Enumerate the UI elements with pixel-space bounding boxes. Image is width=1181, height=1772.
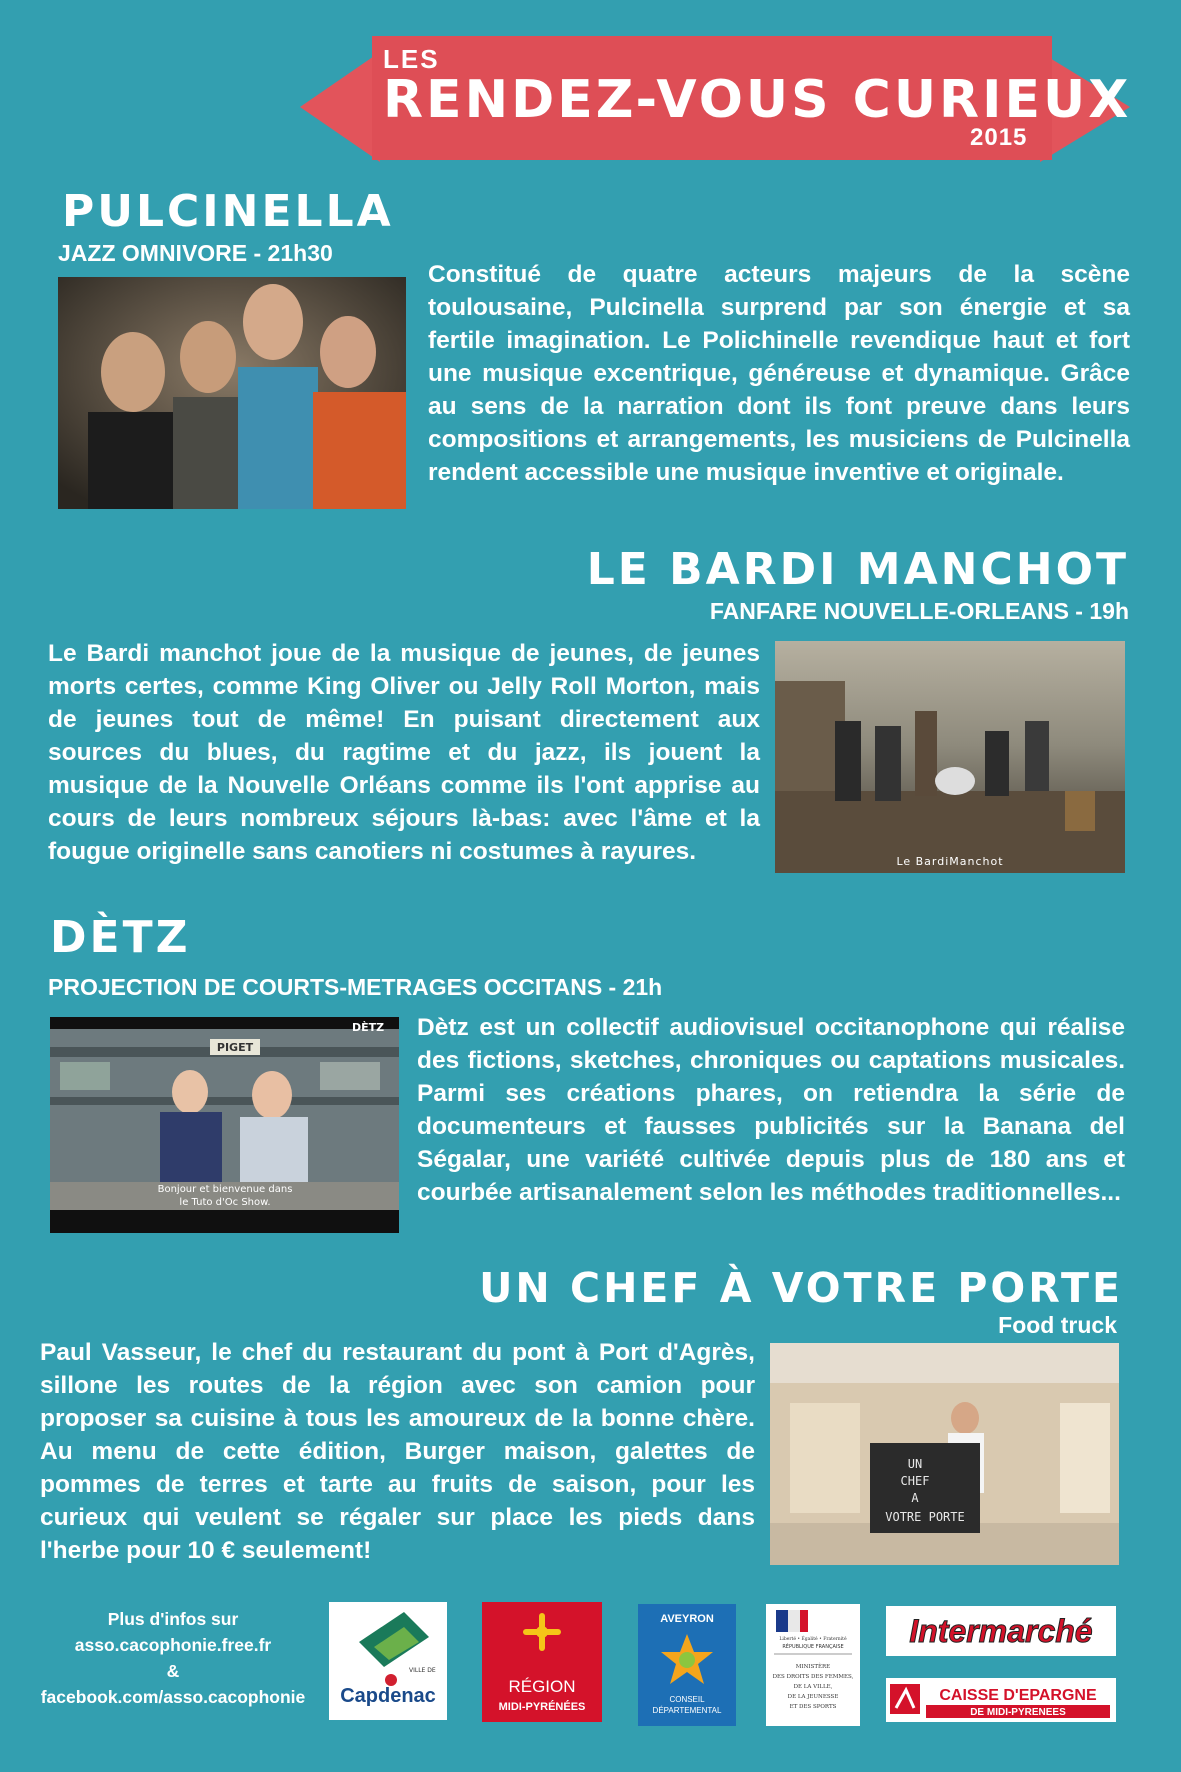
photo-chef [770, 1343, 1119, 1565]
section-text-detz: Dètz est un collectif audiovisuel occitanophone qui réalise des fictions, sketches, chroniques ou captations musicales. Parmi ses créations phares, on retiendra la série de documenteurs et fausses publicités sur la Banana del Ségalar, une variété cultivée depuis plus de 180 ans et courbée artisanalement selon les méthodes traditionnelles... [417, 1014, 1125, 1206]
banner-les: LES [383, 44, 440, 74]
footer-info [28, 1606, 318, 1710]
logo-intermarche [886, 1606, 1116, 1656]
section-subtitle-bardi-manchot: FANFARE NOUVELLE-ORLEANS - 19h [709, 598, 1129, 624]
logo-intermarche-text: Intermarché [909, 1613, 1093, 1649]
section-text-chef: Paul Vasseur, le chef du restaurant du pont à Port d'Agrès, sillone les routes de la région avec son camion pour proposer sa cuisine à tous les amoureux de la bonne chère. Au menu de cette édition, Burger maison, galettes de pommes de terres et tarte au fruits de saison, pour les curieux qui veulent se régaler sur place les pieds dans l'herbe pour 10 € seulement! [40, 1339, 755, 1564]
section-text-bardi-manchot: Le Bardi manchot joue de la musique de jeunes, de jeunes morts certes, comme King Oliver ou Jelly Roll Morton, mais de jeunes tout de même! En puisant directement aux sources du blues, du ragtime et du jazz, ils jouent la musique de la Nouvelle Orléans comme ils l'ont apprise au cours de leurs nombreux séjours là-bas: avec l'âme et la fougue originelle sans canotiers ni costumes à rayures. [48, 640, 760, 865]
logo-capdenac-text: Capdenac [340, 1685, 436, 1707]
banner-tail-left [300, 52, 380, 162]
photo-subtitle-detz-2: le Tuto d'Oc Show. [179, 1197, 271, 1208]
logo-capdenac-small: VILLE DE [409, 1667, 436, 1674]
section-subtitle-pulcinella: JAZZ OMNIVORE - 21h30 [58, 240, 333, 266]
footer-link-site[interactable]: asso.cacophonie.free.fr [74, 1635, 272, 1655]
section-text-pulcinella: Constitué de quatre acteurs majeurs de la scène toulousaine, Pulcinella surprend par son énergie et sa fertile imagination. Le Polichinelle revendique haut et fort une musique excentrique, généreuse et dynamique. Grâce au sens de la narration dont ils font preuve dans leurs compositions et arrangements, les musiciens de Pulcinella rendent accessible une musique inventive et originale. [428, 261, 1130, 486]
logo-region-1: RÉGION [508, 1677, 576, 1696]
section-title-chef: UN CHEF À VOTRE PORTE [479, 1264, 1123, 1312]
photo-detz [50, 1017, 399, 1233]
logo-caisse-epargne [886, 1678, 1116, 1722]
photo-subtitle-detz-1: Bonjour et bienvenue dans [157, 1184, 293, 1195]
logo-ministere-2: DES DROITS DES FEMMES, [772, 1674, 854, 1680]
section-title-detz: DÈTZ [50, 912, 191, 963]
photo-pulcinella [58, 277, 406, 509]
logo-region [482, 1602, 602, 1722]
logo-ministere-3: DE LA VILLE, [793, 1684, 833, 1690]
logo-ministere [766, 1604, 860, 1726]
footer-link-facebook[interactable]: facebook.com/asso.cacophonie [40, 1687, 306, 1707]
section-subtitle-detz: PROJECTION DE COURTS-METRAGES OCCITANS - 21h [48, 974, 663, 1000]
footer-info-line-1: Plus d'infos sur [107, 1609, 239, 1629]
logo-aveyron-sub-2: DÉPARTEMENTAL [652, 1706, 722, 1715]
banner-year: 2015 [970, 124, 1028, 151]
banner-title: RENDEZ-VOUS CURIEUX [383, 70, 1132, 130]
logo-ministere-motto: Liberté • Égalité • Fraternité [779, 1637, 847, 1642]
photo-bardi-manchot [775, 641, 1125, 873]
photo-board-1: UN [907, 1457, 923, 1471]
logo-ministere-5: ET DES SPORTS [789, 1704, 837, 1710]
photo-board-4: VOTRE PORTE [885, 1510, 965, 1524]
logo-capdenac [329, 1602, 447, 1720]
photo-caption-bardi: Le BardiManchot [896, 855, 1004, 868]
section-title-bardi-manchot: LE BARDI MANCHOT [586, 544, 1129, 595]
logo-aveyron [638, 1604, 736, 1726]
logo-ministere-1: MINISTÈRE [795, 1664, 831, 1670]
logo-ministere-rf: RÉPUBLIQUE FRANÇAISE [782, 1644, 844, 1650]
logo-aveyron-text: AVEYRON [660, 1613, 714, 1625]
logo-ministere-4: DE LA JEUNESSE [787, 1694, 839, 1700]
logo-region-2: MIDI-PYRÉNÉES [498, 1701, 586, 1713]
photo-logo-detz: DÈTZ [351, 1021, 385, 1034]
section-title-pulcinella: PULCINELLA [62, 186, 394, 237]
photo-sign-detz: PIGET [216, 1041, 254, 1054]
logo-caisse-1: CAISSE D'EPARGNE [939, 1687, 1097, 1704]
section-subtitle-chef: Food truck [998, 1312, 1117, 1338]
logo-aveyron-sub-1: CONSEIL [669, 1695, 705, 1704]
photo-board-2: CHEF [900, 1474, 930, 1488]
logo-caisse-2: DE MIDI-PYRENEES [970, 1707, 1066, 1718]
photo-board-3: A [911, 1491, 919, 1505]
footer-info-ampersand: & [166, 1661, 180, 1681]
